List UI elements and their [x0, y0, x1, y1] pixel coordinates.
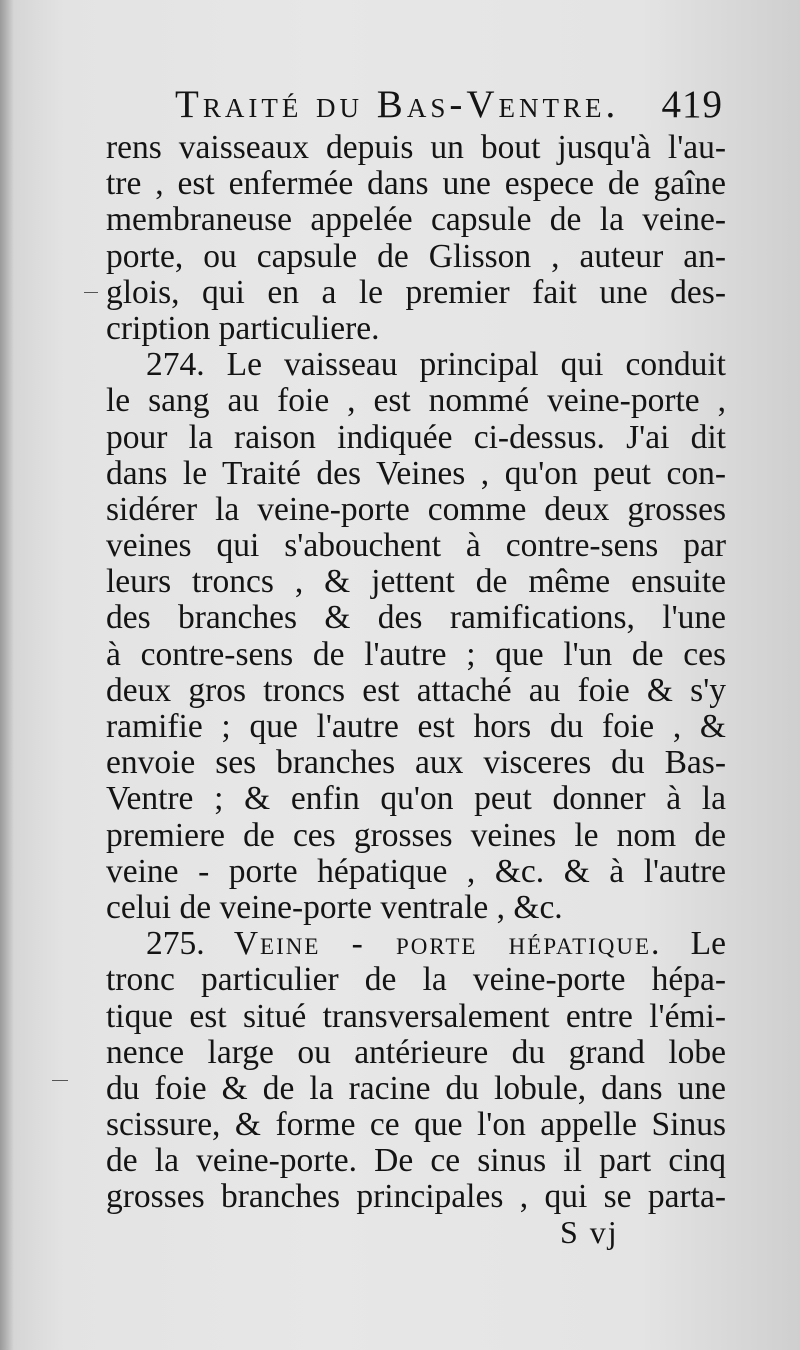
- text-line: à contre-sens de l'autre ; que l'un de ces: [106, 635, 726, 673]
- paragraph-275-start: [106, 926, 726, 962]
- text-line: leurs troncs , & jettent de même ensuite: [106, 563, 726, 601]
- section-heading: Veine - porte hépatique.: [233, 925, 662, 963]
- text-line: dans le Traité des Veines , qu'on peut con-: [106, 454, 726, 492]
- margin-dash: [52, 1080, 68, 1081]
- text-line: nence large ou antérieure du grand lobe: [106, 1033, 726, 1071]
- running-head: [175, 70, 735, 130]
- text-line: cription particuliere.: [106, 309, 380, 347]
- running-head-title: Traité du Bas-Ventre.: [175, 83, 620, 126]
- text-line: le sang au foie , est nommé veine-porte ,: [106, 382, 726, 420]
- text-line: glois, qui en a le premier fait une des-: [106, 273, 726, 311]
- paragraph-274-start: 274. Le vaisseau principal qui conduit: [146, 346, 726, 384]
- text-line: deux gros troncs est attaché au foie & s'y: [106, 671, 726, 709]
- text-line: celui de veine-porte ventrale , &c.: [106, 888, 563, 926]
- text-line: du foie & de la racine du lobule, dans une: [106, 1069, 726, 1107]
- text-line: sidérer la veine-porte comme deux grosses: [106, 490, 726, 528]
- text-line: tronc particulier de la veine-porte hépa-: [106, 961, 726, 999]
- text-line: veine - porte hépatique , &c. & à l'autre: [106, 852, 726, 890]
- text-line: de la veine-porte. De ce sinus il part cinq: [106, 1142, 726, 1180]
- text-line: porte, ou capsule de Glisson , auteur an-: [106, 237, 726, 275]
- text-line: tique est situé transversalement entre l'émi-: [106, 997, 726, 1035]
- text-line: veines qui s'abouchent à contre-sens par: [106, 527, 726, 565]
- section-first-word: Le: [690, 925, 726, 963]
- text-line: membraneuse appelée capsule de la veine-: [106, 201, 726, 239]
- section-number: 275.: [146, 925, 205, 963]
- text-line: premiere de ces grosses veines le nom de: [106, 816, 726, 854]
- page-gutter-shadow: [0, 0, 14, 1350]
- text-line: ramifie ; que l'autre est hors du foie , &: [106, 708, 726, 745]
- text-line: Ventre ; & enfin qu'on peut donner à la: [106, 780, 726, 818]
- text-line: des branches & des ramifications, l'une: [106, 599, 726, 637]
- text-line: tre , est enfermée dans une espece de gaîne: [106, 165, 726, 203]
- text-line: rens vaisseaux depuis un bout jusqu'à l'au-: [106, 129, 726, 166]
- page-footer: [540, 1214, 680, 1254]
- text-line: scissure, & forme ce que l'on appelle Sinus: [106, 1106, 726, 1144]
- text-line: pour la raison indiquée ci-dessus. J'ai dit: [106, 418, 726, 456]
- page-number: 419: [661, 83, 723, 126]
- body-text: [106, 130, 726, 1216]
- signature-mark: S vj: [560, 1214, 619, 1250]
- text-line: grosses branches principales , qui se parta-: [106, 1178, 726, 1216]
- text-line: envoie ses branches aux visceres du Bas-: [106, 744, 726, 782]
- margin-dash: [84, 292, 98, 293]
